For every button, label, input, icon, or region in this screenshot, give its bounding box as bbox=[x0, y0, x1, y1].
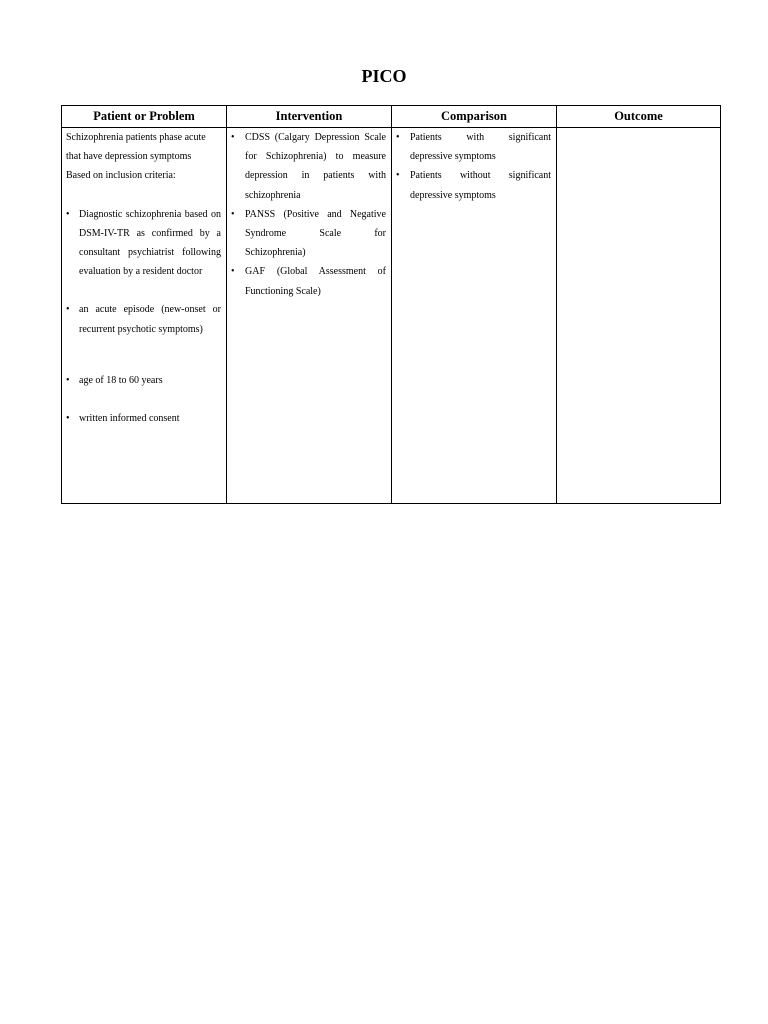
patient-intro-line: Based on inclusion criteria: bbox=[66, 170, 176, 182]
list-item: • age of 18 to 60 years bbox=[66, 371, 221, 390]
header-patient-or-problem: Patient or Problem bbox=[62, 106, 227, 128]
list-item: • written informed consent bbox=[66, 409, 221, 428]
intervention-cell bbox=[227, 128, 392, 504]
header-intervention: Intervention bbox=[227, 106, 392, 128]
list-item: • PANSS (Positive and Negative Syndrome Scale for Schizophrenia) bbox=[231, 205, 386, 263]
outcome-cell bbox=[557, 128, 721, 504]
patient-cell bbox=[62, 128, 227, 504]
list-item: • GAF (Global Assessment of Functioning Scale) bbox=[231, 262, 386, 300]
header-outcome: Outcome bbox=[557, 106, 721, 128]
header-comparison: Comparison bbox=[392, 106, 557, 128]
table-header-row bbox=[62, 106, 721, 128]
list-item: • Diagnostic schizophrenia based on DSM-IV-TR as confirmed by a consultant psychiatrist following evaluation by a resident doctor bbox=[66, 205, 221, 282]
comparison-list bbox=[396, 128, 551, 205]
list-item: • CDSS (Calgary Depression Scale for Schizophrenia) to measure depression in patients with schizophrenia bbox=[231, 128, 386, 205]
list-item: • Patients without significant depressive symptoms bbox=[396, 166, 551, 204]
patient-intro-line: that have depression symptoms bbox=[66, 151, 192, 163]
list-item: • an acute episode (new-onset or recurrent psychotic symptoms) bbox=[66, 300, 221, 338]
table-row bbox=[62, 128, 721, 504]
intervention-list bbox=[231, 128, 386, 301]
patient-intro-line: Schizophrenia patients phase acute bbox=[66, 132, 206, 143]
comparison-cell bbox=[392, 128, 557, 504]
list-item: • Patients with significant depressive symptoms bbox=[396, 128, 551, 166]
pico-table bbox=[61, 105, 721, 504]
inclusion-criteria-list bbox=[66, 205, 221, 429]
document-title: PICO bbox=[361, 66, 407, 86]
